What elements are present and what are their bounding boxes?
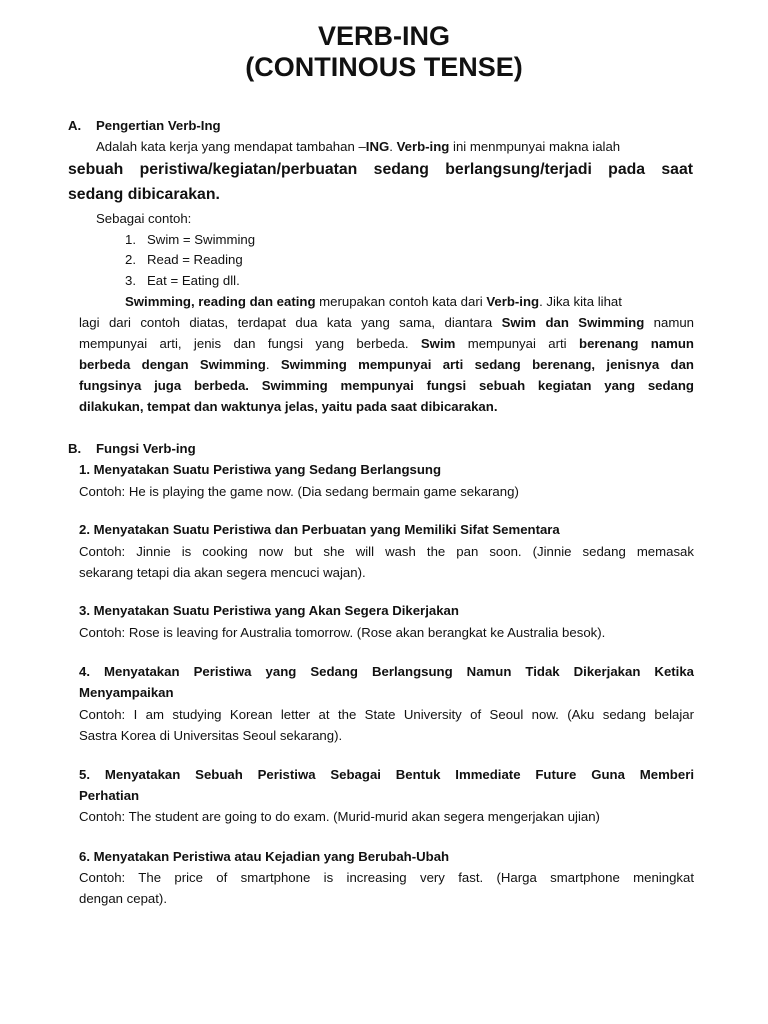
definition-line-1: sebuah peristiwa/kegiatan/perbuatan sedang berlangsung/terjadi pada saat	[68, 161, 693, 178]
function-heading: 2. Menyatakan Suatu Peristiwa dan Perbuatan yang Memiliki Sifat Sementara	[79, 522, 560, 537]
example-text: Eat = Eating dll.	[147, 273, 240, 288]
paragraph-line-1: Swimming, reading dan eating merupakan contoh kata dari Verb-ing. Jika kita lihat	[125, 294, 622, 309]
section-a-marker: A.	[68, 118, 82, 133]
section-a-heading: Pengertian Verb-Ing	[96, 118, 221, 133]
example-text: Read = Reading	[147, 252, 243, 267]
function-heading: Menyampaikan	[79, 685, 174, 700]
example-text: Swim = Swimming	[147, 232, 256, 247]
function-heading: 1. Menyatakan Suatu Peristiwa yang Sedang Berlangsung	[79, 462, 442, 477]
function-heading: Perhatian	[79, 788, 140, 803]
function-heading: 4. Menyatakan Peristiwa yang Sedang Berlangsung Namun Tidak Dikerjakan Ketika	[79, 664, 694, 679]
function-heading: 6. Menyatakan Peristiwa atau Kejadian yang Berubah-Ubah	[79, 849, 450, 864]
function-example: sekarang tetapi dia akan segera mencuci wajan).	[79, 565, 366, 580]
definition-line-2: sedang dibicarakan.	[68, 186, 220, 203]
page-title	[0, 21, 768, 83]
function-example: Contoh: Jinnie is cooking now but she will wash the pan soon. (Jinnie sedang memasak	[79, 544, 694, 559]
example-number: 2.	[125, 252, 136, 267]
function-example: Contoh: The student are going to do exam. (Murid-murid akan segera mengerjakan ujian)	[79, 809, 600, 824]
function-example: Contoh: The price of smartphone is increasing very fast. (Harga smartphone meningkat	[79, 870, 694, 885]
title-line-1: VERB-ING	[317, 21, 450, 51]
paragraph-line-3: mempunyai arti, jenis dan fungsi yang berbeda. Swim mempunyai arti berenang namun	[79, 336, 694, 351]
function-example: dengan cepat).	[79, 891, 167, 906]
title-line-2: (CONTINOUS TENSE)	[245, 52, 523, 82]
function-heading: 5. Menyatakan Sebuah Peristiwa Sebagai Bentuk Immediate Future Guna Memberi	[79, 767, 694, 782]
function-example: Sastra Korea di Universitas Seoul sekarang).	[79, 728, 343, 743]
function-example: Contoh: Rose is leaving for Australia tomorrow. (Rose akan berangkat ke Australia besok).	[79, 625, 606, 640]
paragraph-line-5: fungsinya juga berbeda. Swimming mempunyai fungsi sebuah kegiatan yang sedang	[79, 378, 694, 393]
paragraph-line-4: berbeda dengan Swimming. Swimming mempunyai arti sedang berenang, jenisnya dan	[79, 357, 694, 372]
paragraph-line-2: lagi dari contoh diatas, terdapat dua kata yang sama, diantara Swim dan Swimming namun	[79, 315, 695, 330]
section-a-intro: Adalah kata kerja yang mendapat tambahan –ING. Verb-ing ini menmpunyai makna ialah	[96, 139, 621, 154]
function-heading: 3. Menyatakan Suatu Peristiwa yang Akan Segera Dikerjakan	[79, 603, 459, 618]
example-number: 1.	[125, 232, 136, 247]
function-example: Contoh: He is playing the game now. (Dia sedang bermain game sekarang)	[79, 484, 519, 499]
section-b-marker: B.	[68, 441, 82, 456]
function-example: Contoh: I am studying Korean letter at the State University of Seoul now. (Aku sedang belajar	[79, 707, 694, 722]
example-intro: Sebagai contoh:	[96, 211, 192, 226]
section-b-heading: Fungsi Verb-ing	[96, 441, 196, 456]
example-number: 3.	[125, 273, 136, 288]
paragraph-line-6: dilakukan, tempat dan waktunya jelas, yaitu pada saat dibicarakan.	[79, 399, 498, 414]
